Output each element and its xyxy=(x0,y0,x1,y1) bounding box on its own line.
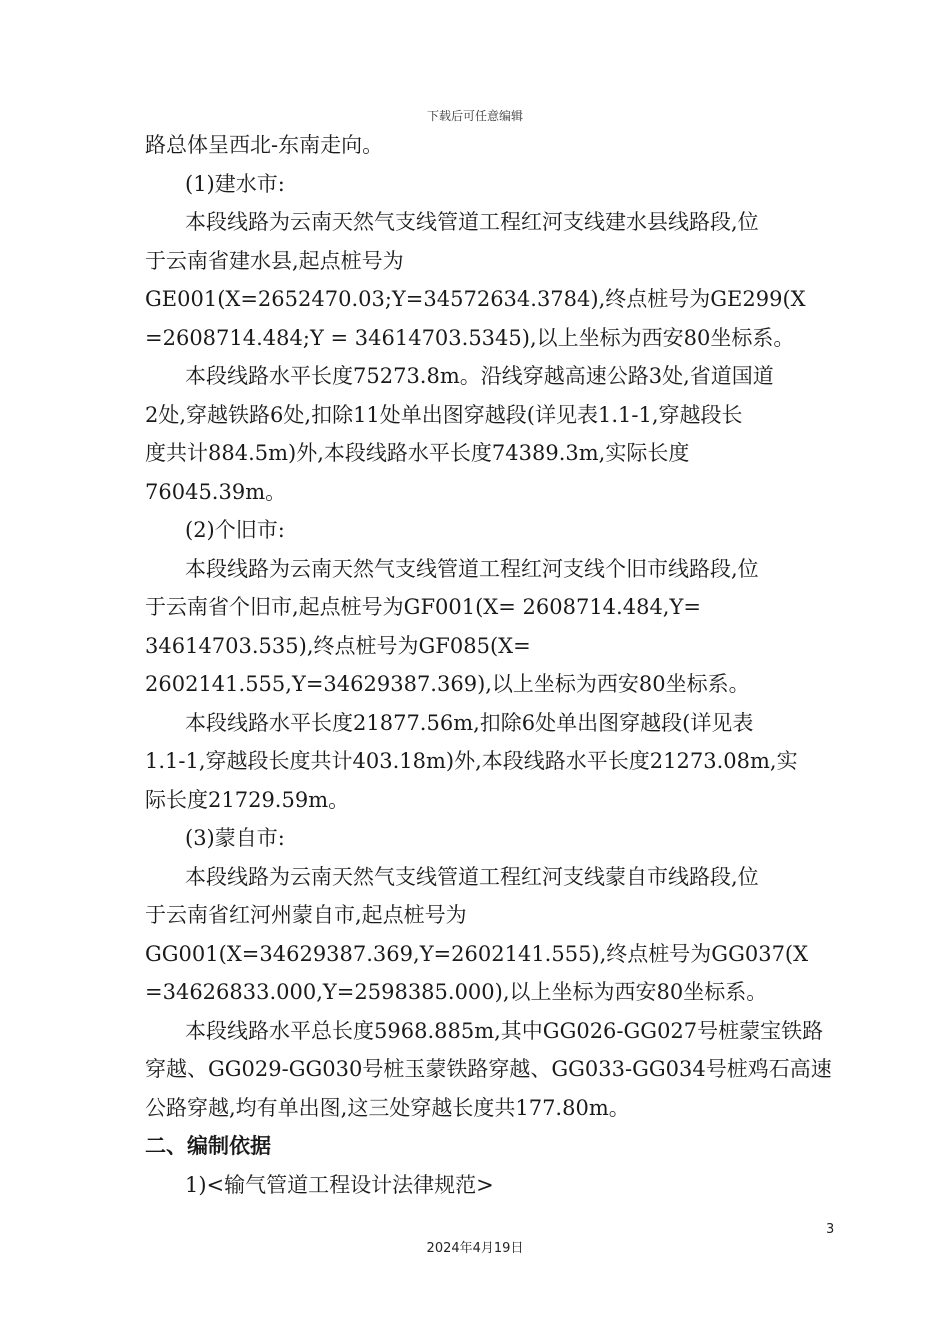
paragraph-line: 2处,穿越铁路6处,扣除11处单出图穿越段(详见表1.1-1,穿越段长 xyxy=(145,402,743,427)
paragraph-line: 本段线路水平总长度5968.885m,其中GG026-GG027号桩蒙宝铁路 xyxy=(185,1018,824,1043)
paragraph-line: 于云南省个旧市,起点桩号为GF001(X= 2608714.484,Y= xyxy=(145,595,701,619)
paragraph-line: 34614703.535),终点桩号为GF085(X= xyxy=(145,633,531,658)
paragraph-line: 本段线路为云南天然气支线管道工程红河支线蒙自市线路段,位 xyxy=(185,864,759,889)
paragraph-line: 2602141.555,Y=34629387.369),以上坐标为西安80坐标系。 xyxy=(145,672,750,696)
list-item: 1)<输气管道工程设计法律规范> xyxy=(185,1172,494,1197)
page-number: 3 xyxy=(826,1222,835,1237)
paragraph-line: 际长度21729.59m。 xyxy=(145,787,350,812)
section-heading: 二、编制依据 xyxy=(145,1134,271,1158)
paragraph-line: 度共计884.5m)外,本段线路水平长度74389.3m,实际长度 xyxy=(145,441,690,465)
section-label-mengzi: (3)蒙自市: xyxy=(185,826,285,850)
page-header: 下载后可任意编辑 xyxy=(426,109,523,123)
section-label-jianshui: (1)建水市: xyxy=(185,171,285,196)
paragraph-line: 76045.39m。 xyxy=(145,479,287,504)
paragraph-line: 于云南省建水县,起点桩号为 xyxy=(145,248,404,273)
paragraph-line: 本段线路水平长度75273.8m。沿线穿越高速公路3处,省道国道 xyxy=(185,364,774,388)
paragraph-line: 公路穿越,均有单出图,这三处穿越长度共177.80m。 xyxy=(145,1095,630,1120)
paragraph-line: =2608714.484;Y = 34614703.5345),以上坐标为西安80坐标系。 xyxy=(145,325,795,350)
paragraph-line: 本段线路为云南天然气支线管道工程红河支线建水县线路段,位 xyxy=(185,210,759,234)
document-body xyxy=(145,126,845,1204)
paragraph-line: GG001(X=34629387.369,Y=2602141.555),终点桩号为GG037(X xyxy=(145,941,809,966)
paragraph-line: 本段线路水平长度21877.56m,扣除6处单出图穿越段(详见表 xyxy=(185,710,754,735)
paragraph-line: 路总体呈西北-东南走向。 xyxy=(145,133,384,157)
paragraph-line: GE001(X=2652470.03;Y=34572634.3784),终点桩号为GE299(X xyxy=(145,287,806,311)
paragraph-line: 穿越、GG029-GG030号桩玉蒙铁路穿越、GG033-GG034号桩鸡石高速 xyxy=(145,1057,832,1081)
paragraph-line: 于云南省红河州蒙自市,起点桩号为 xyxy=(145,903,467,927)
paragraph-line: =34626833.000,Y=2598385.000),以上坐标为西安80坐标系。 xyxy=(145,980,768,1004)
paragraph-line: 本段线路为云南天然气支线管道工程红河支线个旧市线路段,位 xyxy=(185,556,759,581)
page-footer-date: 2024年4月19日 xyxy=(426,1241,524,1256)
section-label-gejiu: (2)个旧市: xyxy=(185,518,285,542)
paragraph-line: 1.1-1,穿越段长度共计403.18m)外,本段线路水平长度21273.08m,实 xyxy=(145,749,798,773)
